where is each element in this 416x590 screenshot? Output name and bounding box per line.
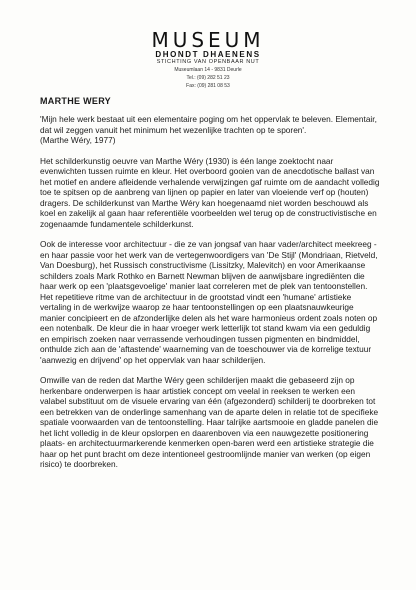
- quote-attribution: (Marthe Wéry, 1977): [40, 135, 116, 145]
- quote-block: [40, 114, 380, 146]
- quote-text: 'Mijn hele werk bestaat uit een elementaire poging om het oppervlak te beleven. Elementair, dat wil zeggen vanuit het minimum het wezenlijke trachten op te sporen'.: [40, 114, 377, 135]
- document-title: MARTHE WERY: [40, 96, 111, 106]
- body-paragraph-2: Ook de interesse voor architectuur - die ze van jongsaf van haar vader/architect meekreeg - en haar passie voor het werk van de vertegenwoordigers van 'De Stijl' (Mondriaan, Rietveld, Van Doesburg), het Russisch constructivisme (Lissitzky, Malevitch) en voor Amerikaanse schilders zoals Mark Rothko en Barnett Newman blijven de aanwijsbare ingrediënten die haar werk op een 'plaatsgevoelige' manier laat correleren met de plek van tentoonstellen. Het repetitieve ritme van de architectuur in de grootstad vindt een 'humane' artistieke vertaling in de werkwijze waarop ze haar tentoonstellingen op een plaatsnauwkeurige manier concipieert en de afzonderlijke delen als het ware harmonieus ordent zoals noten op een notenbalk. De kleur die in haar vroeger werk letterlijk tot stand kwam via een geduldig en empirisch zoeken naar verrassende verhoudingen tussen pigmenten en bindmiddel, onthulde zich aan de 'aftastende' waarneming van de toeschouwer via de korrelige textuur 'aanwezig en drijvend' op het oppervlak van haar schilderijen.: [40, 239, 378, 365]
- fax-line: Fax: (09) 281 08 53: [186, 83, 230, 89]
- phone-line: Tel.: (09) 282 51 23: [186, 75, 230, 81]
- letterhead: [0, 30, 416, 90]
- body-paragraph-3: Omwille van de reden dat Marthe Wéry geen schilderijen maakt die gebaseerd zijn op herkenbare onderwerpen is haar artistiek concept om veelal in reeksen te werken een valabel substituut om de visuele ervaring van één (afgezonderd) schilderij te doorbreken tot een betrekken van de onderlinge samenhang van de aparte delen in relatie tot de specifieke spatiale voorwaarden van de tentoonstelling. Haar talrijke aartsmooie en gladde panelen die het licht volledig in de kleur opslorpen en daarenboven via een nauwgezette positionering plaats- en architectuurmarkerende kenmerken open-baren werd een artistieke strategie die haar op het punt bracht om deze intentioneel gestroomlijnde manier van werken (op eigen risico) te doorbreken.: [40, 375, 379, 469]
- document-body: [40, 114, 380, 480]
- museum-logo: MUSEUM: [151, 28, 265, 52]
- foundation-label: STICHTING VAN OPENBAAR NUT: [156, 59, 260, 65]
- museum-name: DHONDT DHAENENS: [155, 50, 261, 59]
- body-paragraph-1: Het schilderkunstig oeuvre van Marthe Wéry (1930) is één lange zoektocht naar evenwichten tussen ruimte en kleur. Het overboord gooien van de anecdotische ballast van het motief en andere afleidende verhalende verwijzingen gaf ruimte om de aandacht volledig toe te spitsen op de aanbreng van lijnen op papier en later van vloeiende verf op (houten) dragers. De schilderkunst van Marthe Wéry kan hoegenaamd niet worden beschouwd als koel en zakelijk al gaan haar referentiële voorbeelden wel terug op de constructivistische en zogenaamde fundamentele schilderkunst.: [40, 155, 380, 229]
- address-line: Museumlaan 14 - 9831 Deurle: [174, 67, 242, 73]
